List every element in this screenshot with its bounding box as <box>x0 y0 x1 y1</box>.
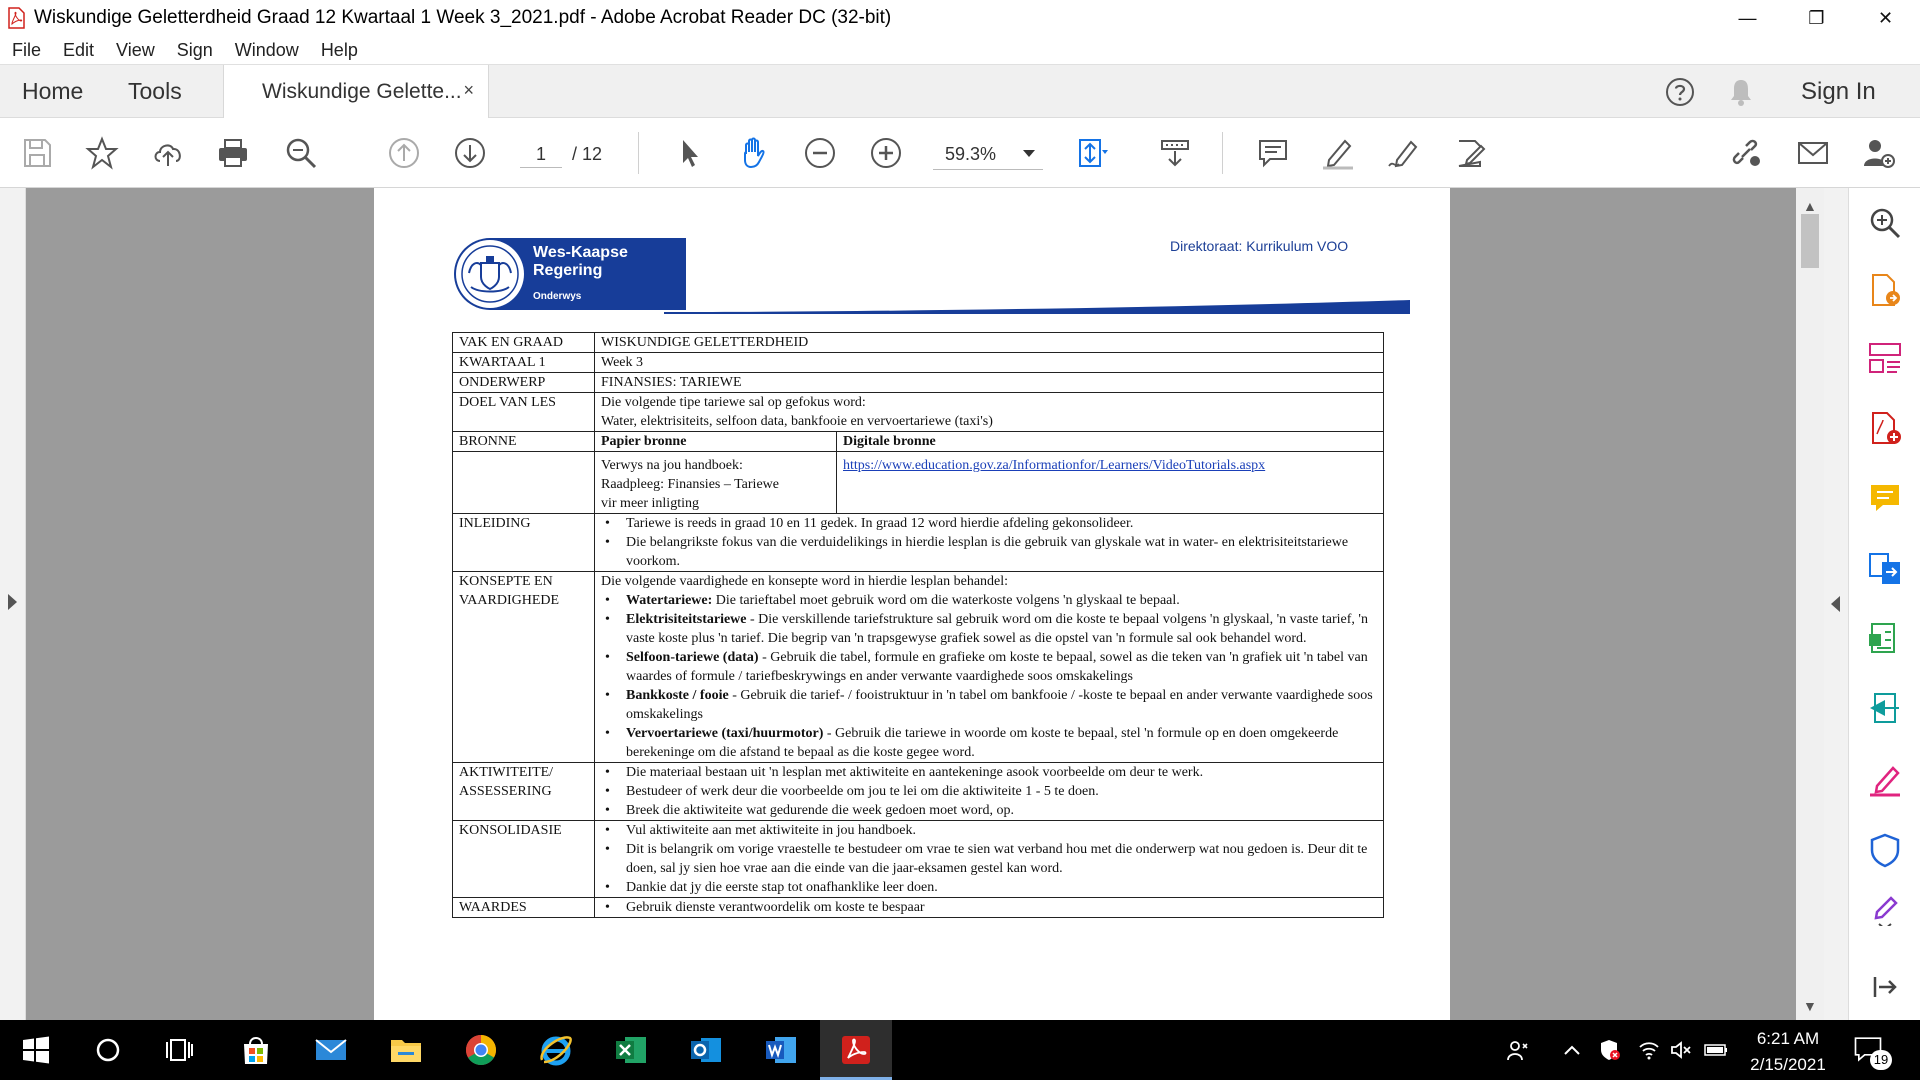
comment-tool-icon[interactable] <box>1867 480 1903 516</box>
word-icon[interactable] <box>761 1030 801 1070</box>
clock-date: 2/15/2021 <box>1750 1055 1826 1074</box>
page-number-input[interactable]: 1 <box>520 140 562 168</box>
sign-pen-icon[interactable] <box>1386 135 1422 171</box>
menu-help[interactable]: Help <box>320 39 358 60</box>
tools-pane <box>1848 188 1920 1020</box>
row-label: AKTIWITEITE/ ASSESSERING <box>453 763 595 821</box>
wcg-logo <box>454 238 686 310</box>
print-icon[interactable] <box>215 135 251 171</box>
select-cursor-icon[interactable] <box>672 135 708 171</box>
row-value: WISKUNDIGE GELETTERDHEID <box>595 333 1384 353</box>
list-item: • Gebruik dienste verantwoordelik om koste te bespaar <box>601 898 1377 917</box>
document-tab-title: Wiskundige Gelette... <box>262 80 462 103</box>
upload-cloud-icon[interactable] <box>150 135 186 171</box>
cortana-search-icon[interactable] <box>88 1030 128 1070</box>
chevron-down-icon <box>1023 150 1035 157</box>
battery-icon[interactable] <box>1704 1038 1730 1064</box>
header-swoosh <box>664 298 1410 314</box>
fill-and-sign-icon[interactable] <box>1867 762 1903 798</box>
excel-icon[interactable] <box>611 1030 651 1070</box>
row-label: VAK EN GRAAD <box>453 333 595 353</box>
column-header: Digitale bronne <box>837 432 1384 452</box>
previous-page-icon[interactable] <box>386 135 422 171</box>
table-row <box>453 373 1384 393</box>
table-row <box>453 763 1384 821</box>
hand-tool-icon[interactable] <box>736 135 772 171</box>
clock-time: 6:21 AM <box>1756 1029 1820 1048</box>
organize-pages-icon[interactable] <box>1867 340 1903 376</box>
windows-start-icon[interactable] <box>16 1030 56 1070</box>
table-row <box>453 821 1384 898</box>
table-row <box>453 393 1384 432</box>
row-value: Verwys na jou handboek: Raadpleeg: Finansies – Tariewe vir meer inligting <box>595 452 837 514</box>
vertical-scrollbar[interactable] <box>1796 188 1824 1020</box>
table-row <box>453 432 1384 452</box>
row-label: KONSEPTE EN VAARDIGHEDE <box>453 572 595 763</box>
expand-left-panel-icon <box>8 594 17 610</box>
list-item: • Breek die aktiwiteite wat gedurende die week gedoen moet word, op. <box>601 801 1377 820</box>
scroll-mode-icon[interactable] <box>1157 135 1193 171</box>
menu-edit[interactable]: Edit <box>63 39 95 60</box>
menu-window[interactable]: Window <box>234 39 299 60</box>
share-link-icon[interactable] <box>1728 135 1764 171</box>
row-label: DOEL VAN LES <box>453 393 595 432</box>
more-tools-pen-icon[interactable] <box>1867 890 1903 926</box>
table-row <box>453 333 1384 353</box>
system-clock[interactable] <box>1728 1026 1848 1078</box>
tab-document[interactable] <box>223 65 489 119</box>
list-item: • Bankkoste / fooie - Gebruik die tarief- / fooistruktuur in 'n tabel om bankfooie / -koste te bepaal en ander verwante vaardighede soos omskakelings <box>601 686 1377 724</box>
microsoft-store-icon[interactable] <box>236 1030 276 1070</box>
table-row <box>453 572 1384 763</box>
toolbar-divider <box>1222 132 1223 174</box>
internet-explorer-icon[interactable] <box>536 1030 576 1070</box>
row-value <box>595 514 1384 572</box>
list-item: • Vervoertariewe (taxi/huurmotor) - Gebruik die tariewe in woorde om koste te bepaal, stel 'n formule op en doen omgekeerde berekeninge om die afstand te bepaal as die koste gegee word. <box>601 724 1377 762</box>
menu-file[interactable]: File <box>12 39 42 60</box>
fill-sign-icon[interactable] <box>1452 135 1488 171</box>
row-value: FINANSIES: TARIEWE <box>595 373 1384 393</box>
acrobat-app-icon <box>6 7 26 29</box>
send-for-review-icon[interactable] <box>1867 690 1903 726</box>
search-icon[interactable] <box>283 135 319 171</box>
next-page-icon[interactable] <box>452 135 488 171</box>
zoom-search-icon[interactable] <box>1867 205 1903 241</box>
row-label: KWARTAAL 1 <box>453 353 595 373</box>
security-shield-icon[interactable] <box>1597 1038 1623 1064</box>
list-item: • Elektrisiteitstariewe - Die verskillende tariefstrukture sal gebruik word om die koste te bepaal volgens 'n glyskaal, 'n vaste tarief, 'n vaste koste plus 'n tarief. Die begrip van 'n trapsgewyse grafiek sowel as die opstel van 'n formule sal ook behandel word. <box>601 610 1377 648</box>
edit-pdf-icon[interactable] <box>1867 620 1903 656</box>
row-label <box>453 452 595 514</box>
main-toolbar <box>0 118 1920 188</box>
create-pdf-icon[interactable] <box>1867 410 1903 446</box>
coat-of-arms-icon <box>456 240 524 308</box>
chrome-icon[interactable] <box>461 1030 501 1070</box>
list-item: • Bestudeer of werk deur die voorbeelde om jou te lei om die aktiwiteite 1 - 5 te doen. <box>601 782 1377 801</box>
menu-view[interactable]: View <box>116 39 155 60</box>
row-label: KONSOLIDASIE <box>453 821 595 898</box>
list-item: • Die belangrikste fokus van die verduidelikings in hierdie lesplan is die gebruik van glyskale wat in water- en elektrisiteitstariewe voorkom. <box>601 533 1377 571</box>
outlook-icon[interactable] <box>686 1030 726 1070</box>
notification-count-badge: 19 <box>1870 1050 1892 1070</box>
sign-in-link[interactable]: Sign In <box>1801 78 1876 105</box>
collapse-right-panel-icon <box>1831 596 1840 612</box>
list-item: • Watertariewe: Die tarieftabel moet gebruik word om die waterkoste volgens 'n glyskaal te bepaal. <box>601 591 1377 610</box>
zoom-value: 59.3% <box>945 144 997 164</box>
row-label: ONDERWERP <box>453 373 595 393</box>
highlight-pen-icon[interactable] <box>1320 135 1356 171</box>
table-row <box>453 514 1384 572</box>
task-view-icon[interactable] <box>160 1030 200 1070</box>
row-value <box>595 898 1384 918</box>
mail-icon[interactable] <box>311 1030 351 1070</box>
table-row <box>453 353 1384 373</box>
close-tab-icon[interactable]: × <box>463 80 474 100</box>
page-total: / 12 <box>572 144 603 164</box>
row-label: BRONNE <box>453 432 595 452</box>
row-label: INLEIDING <box>453 514 595 572</box>
column-header: Papier bronne <box>595 432 837 452</box>
row-value <box>837 452 1384 514</box>
row-label: WAARDES <box>453 898 595 918</box>
directorate-label: Direktoraat: Kurrikulum VOO <box>1170 238 1349 254</box>
table-row <box>453 898 1384 918</box>
row-value <box>595 763 1384 821</box>
logo-title: Wes-Kaapse Regering <box>533 244 628 279</box>
add-user-icon[interactable] <box>1860 135 1896 171</box>
row-value <box>595 821 1384 898</box>
save-icon[interactable] <box>19 135 55 171</box>
list-item: • Dankie dat jy die eerste stap tot onafhanklike leer doen. <box>601 878 1377 897</box>
video-tutorials-link[interactable]: https://www.education.gov.za/Informationfor/Learners/VideoTutorials.aspx <box>843 458 1266 473</box>
row-value: Die volgende vaardighede en konsepte word in hierdie lesplan behandel: • Watertariewe: Die tarieftabel moet gebruik word om die waterkoste volgens 'n glyskaal te bepaal. • Elektrisiteitstariewe - Die verskillende tariefstrukture sal gebruik word om die koste te bepaal volgens 'n glyskaal, 'n vaste tarief, 'n vaste koste plus 'n tarief. Die begrip van 'n trapsgewyse grafiek sowel as die opstel van 'n formule sal ook behandel word. • Selfoon-tariewe (data) - Gebruik die tabel, formule en grafieke om koste te bepaal, sowel as die teken van 'n grafiek uit 'n tabel van waardes of formule / tariefbeskrywings en ander verwante vaardighede soos omskakelings • Bankkoste / fooie - Gebruik die tarief- / fooistruktuur in 'n tabel om bankfooie / -koste te bepaal en ander verwante vaardighede soos omskakelings • Vervoertariewe (taxi/huurmotor) - Gebruik die tariewe in woorde om koste te bepaal, stel 'n formule op en doen omgekeerde berekeninge om die afstand te bepaal as die koste gegee word. <box>595 572 1384 763</box>
protect-shield-icon[interactable] <box>1867 832 1903 868</box>
acrobat-reader-icon[interactable] <box>836 1030 876 1070</box>
zoom-in-icon[interactable] <box>868 135 904 171</box>
row-value: Die volgende tipe tariewe sal op gefokus word: Water, elektrisiteits, selfoon data, bankfooie en vervoertariewe (taxi's) <box>595 393 1384 432</box>
export-pdf-icon[interactable] <box>1867 272 1903 308</box>
table-row <box>453 452 1384 514</box>
help-icon[interactable] <box>1665 77 1695 107</box>
tab-tools[interactable]: Tools <box>128 78 182 104</box>
row-value: Week 3 <box>595 353 1384 373</box>
volume-muted-icon[interactable] <box>1669 1038 1695 1064</box>
zoom-out-icon[interactable] <box>802 135 838 171</box>
logo-subtitle: Onderwys <box>533 291 582 302</box>
right-panel-toggle[interactable] <box>1824 188 1848 1020</box>
menu-sign[interactable]: Sign <box>176 39 213 60</box>
star-icon[interactable] <box>84 135 120 171</box>
list-item: • Selfoon-tariewe (data) - Gebruik die tabel, formule en grafieke om koste te bepaal, sowel as die teken van 'n grafiek uit 'n tabel van waardes of formule / tariefbeskrywings en ander verwante vaardighede soos omskakelings <box>601 648 1377 686</box>
chevron-up-icon[interactable] <box>1560 1038 1586 1064</box>
tab-home[interactable]: Home <box>22 78 84 104</box>
file-explorer-icon[interactable] <box>386 1030 426 1070</box>
minimize-button[interactable]: — <box>1738 7 1757 28</box>
comment-icon[interactable] <box>1255 135 1291 171</box>
tab-bar <box>0 64 1920 118</box>
scroll-down-icon[interactable]: ▼ <box>1803 998 1817 1014</box>
zoom-level-select[interactable] <box>933 140 1043 170</box>
scrollbar-thumb[interactable] <box>1801 214 1819 268</box>
list-item: • Tariewe is reeds in graad 10 en 11 gedek. In graad 12 word hierdie afdeling gekonsolideer. <box>601 514 1377 533</box>
lesson-plan-table <box>452 332 1384 918</box>
toolbar-divider <box>638 132 639 174</box>
list-item: • Die materiaal bestaan uit 'n lesplan met aktiwiteite en aantekeninge asook voorbeelde om deur te werk. <box>601 763 1377 782</box>
window-title: Wiskundige Geletterdheid Graad 12 Kwartaal 1 Week 3_2021.pdf - Adobe Acrobat Reader DC (32-bit) <box>34 7 892 28</box>
maximize-button[interactable]: ❐ <box>1808 7 1825 28</box>
collapse-pane-icon[interactable] <box>1867 969 1903 1005</box>
combine-files-icon[interactable] <box>1867 550 1903 586</box>
notification-bell-icon[interactable] <box>1727 77 1755 107</box>
list-item: • Vul aktiwiteite aan met aktiwiteite in jou handboek. <box>601 821 1377 840</box>
title-bar <box>0 0 1920 36</box>
list-item: • Dit is belangrik om vorige vraestelle te bestudeer om vrae te sien wat verband hou met die onderwerp wat nou gedoen is. Deur dit te doen, sal jy sien hoe vrae aan die einde van die jaar-eksamen gestel kan word. <box>601 840 1377 878</box>
people-icon[interactable] <box>1506 1038 1532 1064</box>
wifi-icon[interactable] <box>1637 1038 1663 1064</box>
scroll-up-icon[interactable]: ▲ <box>1803 198 1817 214</box>
menu-bar <box>0 36 1920 64</box>
email-icon[interactable] <box>1795 135 1831 171</box>
windows-taskbar <box>0 1020 1920 1080</box>
left-panel-toggle[interactable] <box>0 188 26 1020</box>
pdf-page <box>374 188 1450 1020</box>
close-button[interactable]: ✕ <box>1877 7 1894 28</box>
fit-page-icon[interactable] <box>1074 135 1110 171</box>
